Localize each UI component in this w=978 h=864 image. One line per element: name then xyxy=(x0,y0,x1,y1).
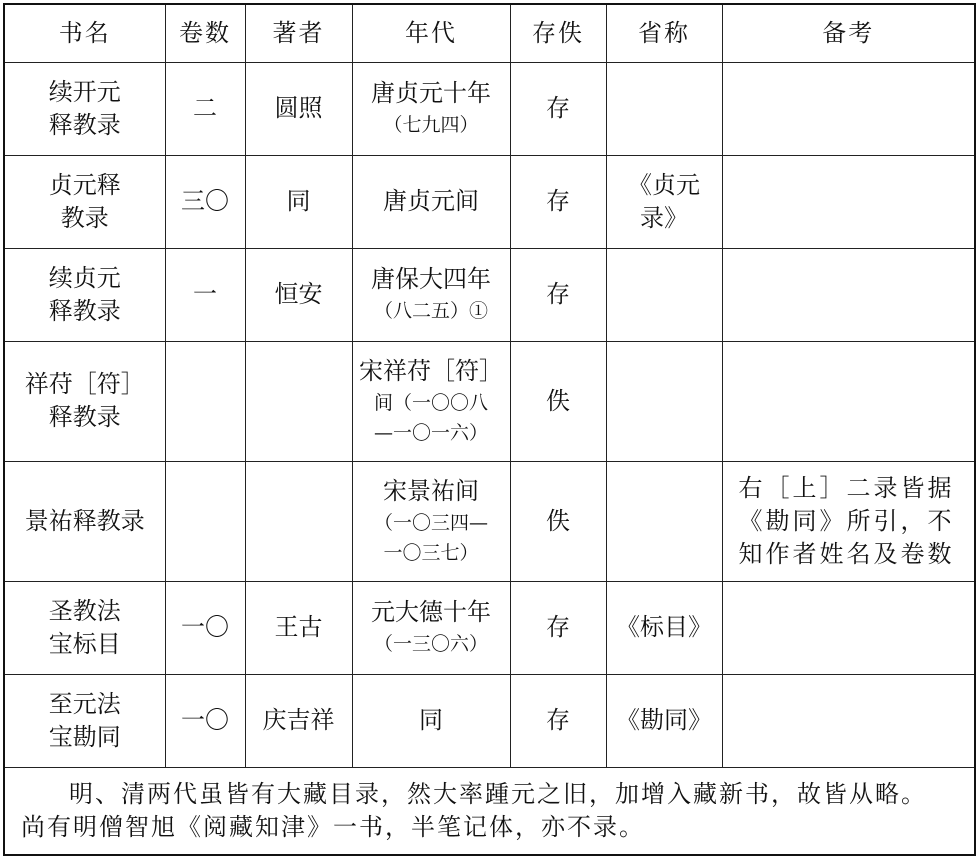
cell-status: 存 xyxy=(510,248,606,341)
cell-volumes: 三〇 xyxy=(165,155,245,248)
era-sub: （一三〇六） xyxy=(373,633,488,655)
cell-volumes xyxy=(165,341,245,461)
era-main: 唐贞元间 xyxy=(383,187,479,215)
era-sub: （八二五）① xyxy=(373,300,488,322)
header-volumes: 卷数 xyxy=(165,4,245,62)
name-line: 宝勘同 xyxy=(48,722,121,751)
cell-author xyxy=(245,341,352,461)
cell-name xyxy=(4,581,165,674)
cell-remarks xyxy=(722,341,975,461)
cell-abbr: 《勘同》 xyxy=(606,674,722,767)
cell-era xyxy=(352,341,510,461)
cell-abbr xyxy=(606,461,722,581)
cell-author: 圆照 xyxy=(245,62,352,155)
cell-abbr xyxy=(606,62,722,155)
catalog-table xyxy=(3,3,976,856)
table-row xyxy=(4,155,975,248)
cell-volumes: 一〇 xyxy=(165,674,245,767)
cell-remarks xyxy=(722,248,975,341)
header-row xyxy=(4,4,975,62)
era-sub: —一〇一六） xyxy=(373,421,488,444)
cell-remarks xyxy=(722,155,975,248)
header-status: 存佚 xyxy=(510,4,606,62)
era-sub: （七九四） xyxy=(383,114,479,136)
cell-name xyxy=(4,155,165,248)
era-sub: 一〇三七） xyxy=(383,541,479,564)
cell-remarks xyxy=(722,461,975,581)
name-line: 续开元 xyxy=(48,77,121,106)
name-line: 景祐释教录 xyxy=(24,506,145,535)
cell-era xyxy=(352,581,510,674)
cell-volumes: 一 xyxy=(165,248,245,341)
footer-row xyxy=(4,767,975,855)
table-row xyxy=(4,674,975,767)
footer-line-2: 尚有明僧智旭《阅藏知津》一书，半笔记体，亦不录。 xyxy=(21,812,645,841)
cell-author xyxy=(245,461,352,581)
cell-name xyxy=(4,62,165,155)
name-line: 宝标目 xyxy=(48,629,121,658)
table-row xyxy=(4,248,975,341)
cell-abbr: 《标目》 xyxy=(606,581,722,674)
cell-era xyxy=(352,674,510,767)
catalog-page xyxy=(3,3,974,860)
name-line: 教录 xyxy=(60,203,109,232)
header-abbr: 省称 xyxy=(606,4,722,62)
cell-abbr: 《贞元录》 xyxy=(606,155,722,248)
cell-remarks xyxy=(722,581,975,674)
cell-status: 存 xyxy=(510,581,606,674)
cell-status: 存 xyxy=(510,155,606,248)
cell-era xyxy=(352,155,510,248)
cell-name xyxy=(4,674,165,767)
era-main: 元大德十年 xyxy=(371,598,491,626)
cell-author: 庆吉祥 xyxy=(245,674,352,767)
cell-remarks xyxy=(722,674,975,767)
name-line: 释教录 xyxy=(48,110,121,139)
header-author: 著者 xyxy=(245,4,352,62)
header-name: 书名 xyxy=(4,4,165,62)
table-row xyxy=(4,581,975,674)
cell-volumes: 二 xyxy=(165,62,245,155)
table-row xyxy=(4,62,975,155)
cell-era xyxy=(352,461,510,581)
footer-note xyxy=(4,767,975,855)
table-body xyxy=(4,62,975,767)
name-line: 释教录 xyxy=(48,296,121,325)
name-line: 释教录 xyxy=(48,403,121,431)
cell-author: 同 xyxy=(245,155,352,248)
era-sub: 间（一〇〇八 xyxy=(373,391,488,414)
era-main: 同 xyxy=(419,706,443,734)
cell-era xyxy=(352,248,510,341)
era-sub: （一〇三四— xyxy=(373,511,488,534)
era-main: 宋景祐间 xyxy=(383,476,479,505)
era-main: 唐贞元十年 xyxy=(371,79,491,107)
name-line: 祥苻［符］ xyxy=(24,370,145,398)
cell-volumes: 一〇 xyxy=(165,581,245,674)
table-row xyxy=(4,461,975,581)
footer-line-1: 明、清两代虽皆有大藏目录，然大率踵元之旧，加增入藏新书，故皆从略。 xyxy=(69,779,927,808)
cell-remarks xyxy=(722,62,975,155)
header-remarks: 备考 xyxy=(722,4,975,62)
cell-era xyxy=(352,62,510,155)
name-line: 续贞元 xyxy=(48,263,121,292)
cell-author: 王古 xyxy=(245,581,352,674)
cell-status: 佚 xyxy=(510,461,606,581)
cell-volumes xyxy=(165,461,245,581)
remarks-line: 《勘同》所引，不 xyxy=(738,506,955,535)
cell-author: 恒安 xyxy=(245,248,352,341)
cell-status: 存 xyxy=(510,62,606,155)
remarks-line: 右［上］二录皆据 xyxy=(738,473,955,502)
header-era: 年代 xyxy=(352,4,510,62)
name-line: 贞元释 xyxy=(48,170,121,199)
era-main: 宋祥苻［符］ xyxy=(359,356,503,385)
cell-name xyxy=(4,248,165,341)
cell-status: 佚 xyxy=(510,341,606,461)
cell-name xyxy=(4,341,165,461)
cell-status: 存 xyxy=(510,674,606,767)
remarks-line: 知作者姓名及卷数 xyxy=(738,539,955,568)
era-main: 唐保大四年 xyxy=(371,265,491,293)
table-row xyxy=(4,341,975,461)
name-line: 至元法 xyxy=(48,689,121,718)
cell-abbr xyxy=(606,248,722,341)
name-line: 圣教法 xyxy=(48,596,121,625)
cell-name xyxy=(4,461,165,581)
cell-abbr xyxy=(606,341,722,461)
